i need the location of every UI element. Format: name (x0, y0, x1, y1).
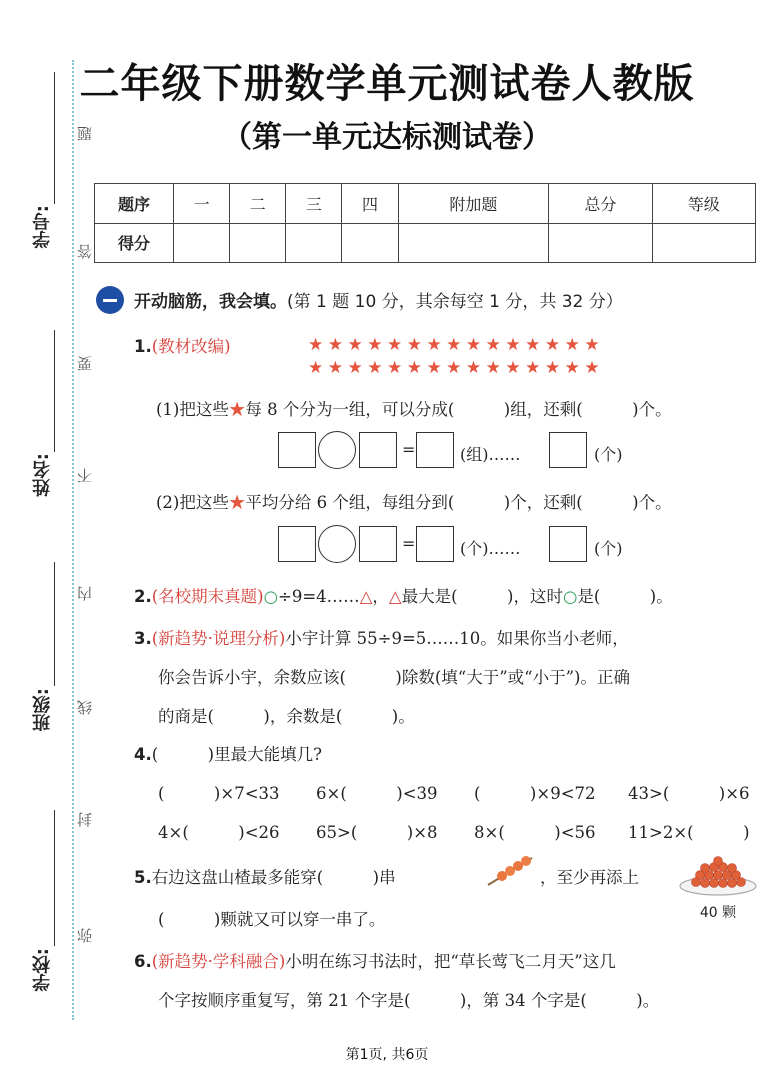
question-tag: (名校期末真题) (151, 587, 264, 606)
question-text: 小明在练习书法时，把“草长莺飞二月天”这几 (285, 952, 616, 971)
page-footer: 第1页, 共6页 (345, 1047, 429, 1063)
score-input-cell[interactable] (549, 223, 652, 263)
star-icon: ★ (228, 400, 246, 419)
binding-dotted-line (72, 60, 74, 1020)
hawthorn-plate-icon (678, 852, 758, 898)
answer-box[interactable] (359, 432, 397, 468)
answer-box[interactable] (278, 526, 316, 562)
page-title: 二年级下册数学单元测试卷人教版 (79, 61, 695, 107)
score-input-cell[interactable] (286, 223, 342, 263)
section-title: 开动脑筋，我会填。 (134, 292, 287, 312)
school-label: 学校: (32, 948, 53, 992)
student-name-line (54, 330, 55, 452)
question-number: 1. (134, 337, 152, 356)
score-table (94, 183, 756, 263)
question-number: 5. (134, 868, 152, 887)
score-input-cell[interactable] (230, 223, 286, 263)
unit-label: (组)…… (460, 445, 521, 464)
student-id-line (54, 72, 55, 204)
table-score-row (95, 223, 756, 263)
section-heading (134, 287, 623, 312)
table-cell: 总分 (549, 184, 652, 224)
answer-box[interactable] (359, 526, 397, 562)
question-5-line-1 (134, 864, 396, 888)
part-label: (2)把这些 (156, 493, 229, 512)
class-line (54, 562, 55, 686)
question-tag: (新趋势·说理分析) (151, 629, 286, 648)
triangle-symbol: △ (359, 587, 373, 606)
equals-sign: = (402, 440, 416, 459)
operator-circle[interactable] (318, 431, 356, 469)
question-text: 是( )。 (577, 587, 673, 606)
seal-char: 不 (76, 468, 94, 483)
unit-label: (个) (594, 539, 623, 558)
section-note: (第 1 题 10 分，其余每空 1 分，共 32 分） (287, 292, 623, 312)
table-cell: 三 (286, 184, 342, 224)
question-6-line-1 (134, 948, 616, 972)
question-3-line-1 (134, 625, 629, 649)
seal-char: 要 (76, 356, 94, 371)
school-line (54, 810, 55, 946)
student-name-label: 姓名: (32, 453, 53, 497)
circle-symbol: ○ (263, 587, 279, 606)
circle-symbol: ○ (562, 587, 578, 606)
table-cell: 得分 (95, 223, 174, 263)
unit-label: (个)…… (460, 539, 521, 558)
question-3-line-3: 的商是( )，余数是( )。 (158, 707, 415, 726)
question-1-part-2 (156, 489, 672, 513)
part-label: (1)把这些 (156, 400, 229, 419)
triangle-symbol: △ (388, 587, 402, 606)
inequality-item: 8×( )<56 (474, 823, 596, 842)
table-header-row (95, 184, 756, 224)
score-input-cell[interactable] (652, 223, 755, 263)
inequality-item: 65>( )×8 (316, 823, 438, 842)
table-cell: 等级 (652, 184, 755, 224)
seal-char: 封 (76, 812, 94, 827)
table-cell: 题序 (95, 184, 174, 224)
star-array (308, 334, 628, 380)
score-input-cell[interactable] (398, 223, 549, 263)
plate-caption: 40 颗 (699, 905, 737, 921)
star-icon: ★ (228, 493, 246, 512)
question-text: 右边这盘山楂最多能穿( )串 (151, 868, 396, 887)
question-text: ( )里最大能填几? (151, 745, 322, 764)
seal-char: 内 (76, 586, 94, 601)
question-1-part-1 (156, 396, 672, 420)
inequality-item: 4×( )<26 (158, 823, 280, 842)
question-number: 3. (134, 629, 152, 648)
question-6-line-2: 个字按顺序重复写，第 21 个字是( )，第 34 个字是( )。 (158, 991, 660, 1010)
question-5-line-1-end: ，至少再添上 (540, 868, 639, 887)
answer-box[interactable] (549, 432, 587, 468)
inequality-item: ( )×7<33 (158, 784, 280, 803)
answer-box[interactable] (416, 432, 454, 468)
score-input-cell[interactable] (174, 223, 230, 263)
class-label: 班级: (32, 688, 53, 732)
equals-sign: = (402, 534, 416, 553)
star-row: ★★★★★★★★★★★★★★★ (308, 335, 605, 355)
score-input-cell[interactable] (342, 223, 398, 263)
answer-box[interactable] (416, 526, 454, 562)
inequality-item: ( )×9<72 (474, 784, 596, 803)
part-text: 平均分给 6 个组，每组分到( )个，还剩( )个。 (245, 493, 672, 512)
question-tag: (教材改编) (151, 337, 231, 356)
question-4 (134, 741, 322, 765)
star-row: ★★★★★★★★★★★★★★★ (308, 358, 605, 378)
question-1-header (134, 333, 231, 357)
question-text: 小宇计算 55÷9=5……10。如果你当小老师， (285, 629, 629, 648)
seal-char: 线 (76, 700, 94, 715)
question-text: ， (372, 587, 389, 606)
table-cell: 附加题 (398, 184, 549, 224)
question-2 (134, 583, 673, 607)
unit-label: (个) (594, 445, 623, 464)
question-number: 6. (134, 952, 152, 971)
operator-circle[interactable] (318, 525, 356, 563)
hawthorn-skewer-icon (486, 852, 536, 888)
table-cell: 一 (174, 184, 230, 224)
answer-box[interactable] (278, 432, 316, 468)
inequality-item: 43>( )×6 (628, 784, 750, 803)
part-text: 每 8 个分为一组，可以分成( )组，还剩( )个。 (245, 400, 672, 419)
inequality-item: 11>2×( ) (628, 823, 750, 842)
section-number-badge-icon (96, 286, 124, 314)
question-text: 最大是( )，这时 (401, 587, 563, 606)
inequality-item: 6×( )<39 (316, 784, 438, 803)
question-number: 2. (134, 587, 152, 606)
page-subtitle: （第一单元达标测试卷） (222, 120, 552, 155)
question-5-line-2: ( )颗就又可以穿一串了。 (158, 910, 386, 929)
question-tag: (新趋势·学科融合) (151, 952, 286, 971)
question-3-line-2: 你会告诉小宇，余数应该( )除数(填“大于”或“小于”)。正确 (158, 668, 630, 687)
table-cell: 二 (230, 184, 286, 224)
seal-char: 答 (76, 244, 94, 259)
answer-box[interactable] (549, 526, 587, 562)
table-cell: 四 (342, 184, 398, 224)
student-id-label: 学号: (32, 205, 53, 249)
seal-char: 弥 (76, 928, 94, 943)
seal-char: 题 (76, 126, 94, 141)
question-number: 4. (134, 745, 152, 764)
question-text: ÷9=4…… (278, 587, 360, 606)
